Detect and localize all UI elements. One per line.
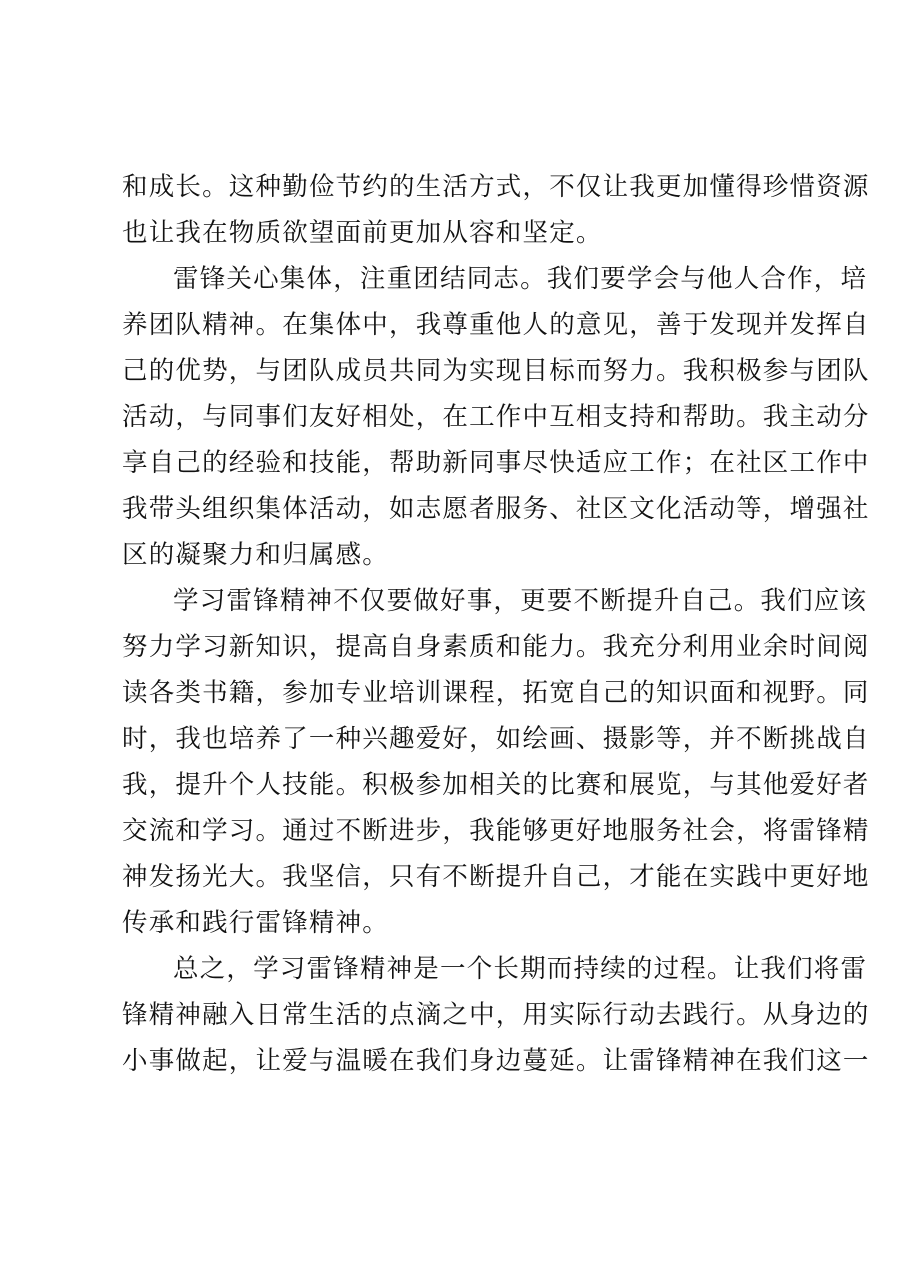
- paragraph-start-line: 学习雷锋精神不仅要做好事，更要不断提升自己。我们应该: [173, 586, 868, 616]
- text-line: 传承和践行雷锋精神。: [122, 908, 390, 938]
- text-line: 读各类书籍，参加专业培训课程，拓宽自己的知识面和视野。同: [122, 678, 870, 708]
- paragraph-start-line: 总之，学习雷锋精神是一个长期而持续的过程。让我们将雷: [173, 954, 868, 984]
- text-line: 锋精神融入日常生活的点滴之中，用实际行动去践行。从身边的: [122, 1000, 870, 1030]
- body-text: [122, 164, 870, 1084]
- text-line: 己的优势，与团队成员共同为实现目标而努力。我积极参与团队: [122, 356, 870, 386]
- text-line: 养团队精神。在集体中，我尊重他人的意见，善于发现并发挥自: [122, 310, 870, 340]
- paragraph-start-line: 雷锋关心集体，注重团结同志。我们要学会与他人合作，培: [173, 264, 868, 294]
- text-line: 也让我在物质欲望面前更加从容和坚定。: [122, 218, 603, 248]
- text-line: 神发扬光大。我坚信，只有不断提升自己，才能在实践中更好地: [122, 862, 870, 892]
- text-line: 时，我也培养了一种兴趣爱好，如绘画、摄影等，并不断挑战自: [122, 724, 870, 754]
- text-line: 交流和学习。通过不断进步，我能够更好地服务社会，将雷锋精: [122, 816, 870, 846]
- text-line: 活动，与同事们友好相处，在工作中互相支持和帮助。我主动分: [122, 402, 870, 432]
- text-line: 小事做起，让爱与温暖在我们身边蔓延。让雷锋精神在我们这一: [122, 1046, 870, 1076]
- text-line: 努力学习新知识，提高自身素质和能力。我充分利用业余时间阅: [122, 632, 870, 662]
- text-line: 我带头组织集体活动，如志愿者服务、社区文化活动等，增强社: [122, 494, 870, 524]
- text-line: 和成长。这种勤俭节约的生活方式，不仅让我更加懂得珍惜资源: [122, 172, 870, 202]
- text-line: 我，提升个人技能。积极参加相关的比赛和展览，与其他爱好者: [122, 770, 870, 800]
- text-line: 区的凝聚力和归属感。: [122, 540, 390, 570]
- text-line: 享自己的经验和技能，帮助新同事尽快适应工作；在社区工作中: [122, 448, 870, 478]
